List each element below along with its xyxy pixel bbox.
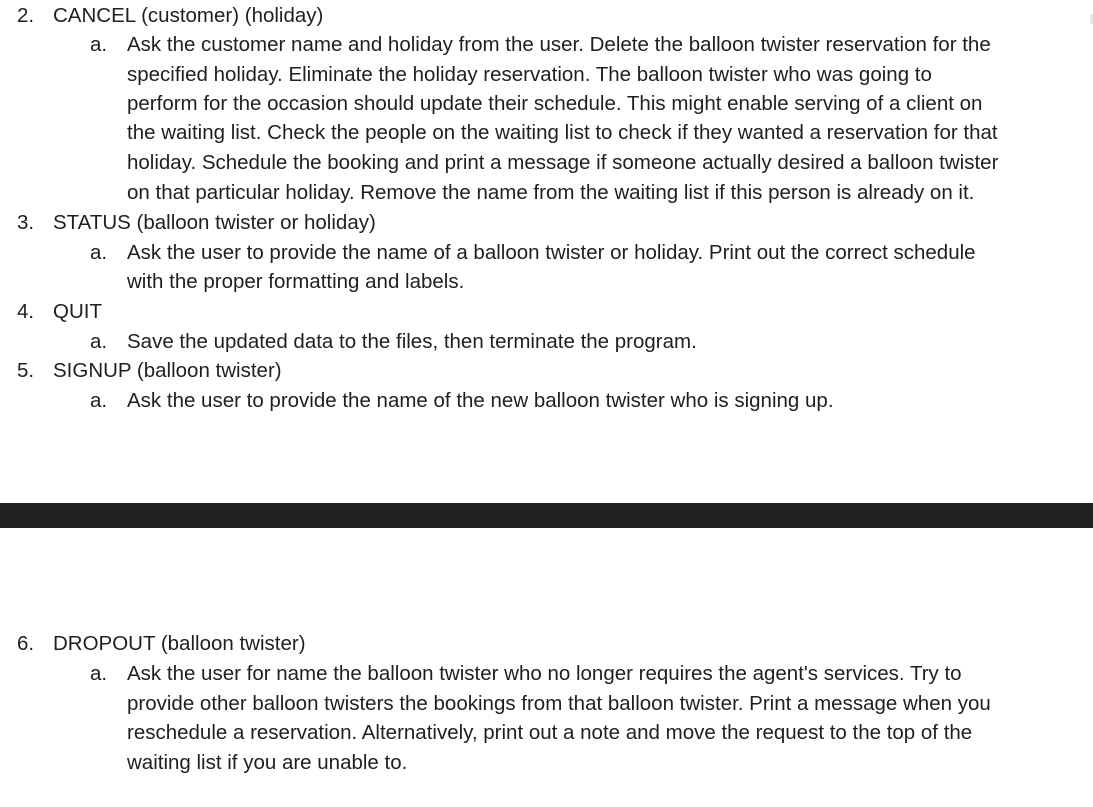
sub-item-line: perform for the occasion should update their schedule. This might enable serving of a client on (127, 92, 983, 115)
item-number: 6. (17, 632, 35, 655)
sub-item-line: Ask the customer name and holiday from the user. Delete the balloon twister reservation for the (127, 33, 991, 56)
sub-item-marker: a. (90, 330, 108, 353)
sub-item-marker: a. (90, 389, 108, 412)
sub-item-line: with the proper formatting and labels. (127, 270, 465, 293)
item-title: QUIT (53, 300, 102, 323)
item-number: 5. (17, 359, 35, 382)
sub-item-line: Ask the user to provide the name of the new balloon twister who is signing up. (127, 389, 834, 412)
sub-item-line: waiting list if you are unable to. (127, 751, 408, 774)
item-title: CANCEL (customer) (holiday) (53, 4, 324, 27)
item-number: 3. (17, 211, 35, 234)
item-number: 2. (17, 4, 35, 27)
sub-item-line: Ask the user to provide the name of a balloon twister or holiday. Print out the correct schedule (127, 241, 976, 264)
sub-item-line: the waiting list. Check the people on the waiting list to check if they wanted a reservation for that (127, 121, 998, 144)
sub-item-line: Save the updated data to the files, then terminate the program. (127, 330, 697, 353)
sub-item-line: reschedule a reservation. Alternatively, print out a note and move the request to the top of the (127, 721, 973, 744)
item-title: STATUS (balloon twister or holiday) (53, 211, 376, 234)
sub-item-line: Ask the user for name the balloon twister who no longer requires the agent's services. Try to (127, 662, 962, 685)
page-divider (0, 503, 1093, 528)
item-title: DROPOUT (balloon twister) (53, 632, 306, 655)
sub-item-marker: a. (90, 33, 108, 56)
sub-item-line: specified holiday. Eliminate the holiday reservation. The balloon twister who was going to (127, 63, 932, 86)
sub-item-line: provide other balloon twisters the bookings from that balloon twister. Print a message when you (127, 692, 991, 715)
sub-item-line: holiday. Schedule the booking and print a message if someone actually desired a balloon twister (127, 151, 999, 174)
sub-item-marker: a. (90, 241, 108, 264)
sub-item-line: on that particular holiday. Remove the name from the waiting list if this person is already on it. (127, 181, 975, 204)
sub-item-marker: a. (90, 662, 108, 685)
item-number: 4. (17, 300, 35, 323)
item-title: SIGNUP (balloon twister) (53, 359, 282, 382)
